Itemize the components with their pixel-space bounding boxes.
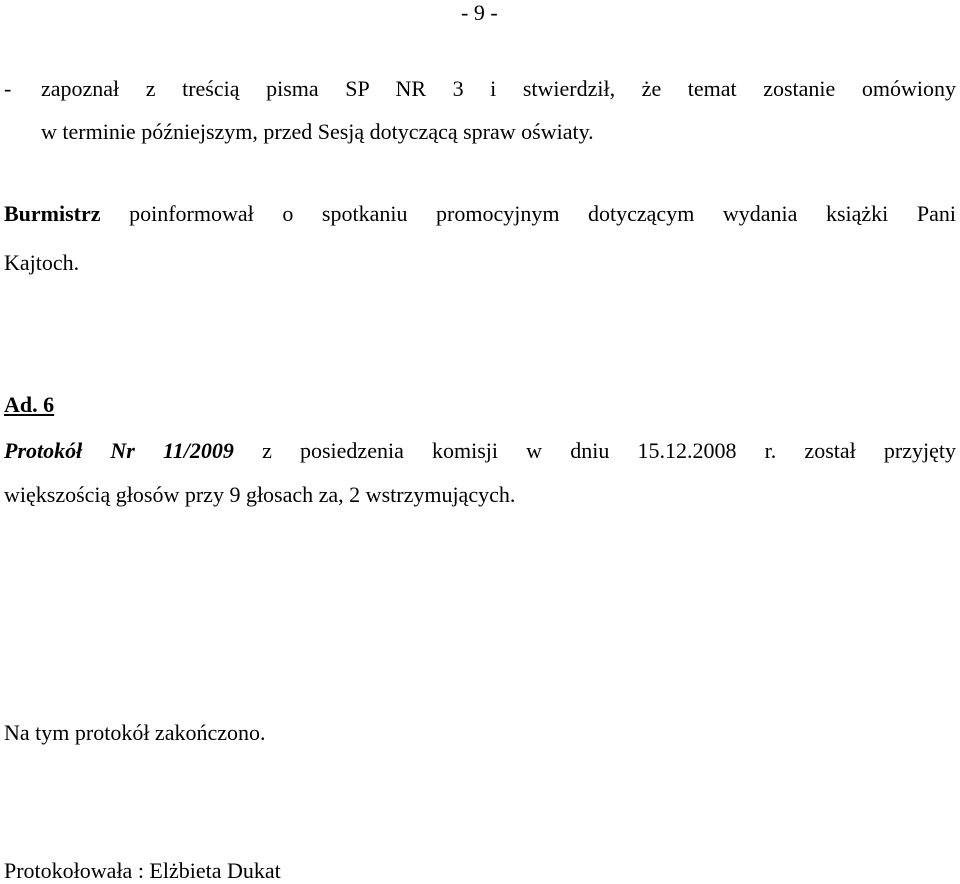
protocol-paragraph-line-2: większością głosów przy 9 głosach za, 2 wstrzymujących. bbox=[4, 482, 516, 507]
protocol-paragraph-line-1 bbox=[4, 438, 956, 464]
bullet-text-line-2: w terminie późniejszym, przed Sesją dotyczącą spraw oświaty. bbox=[41, 119, 594, 144]
closing-statement: Na tym protokół zakończono. bbox=[4, 720, 266, 745]
bullet-dash: - bbox=[4, 76, 12, 101]
bullet-text-line-1: zapoznał z treścią pisma SP NR 3 i stwierdził, że temat zostanie omówiony bbox=[41, 76, 956, 101]
protocol-line-1-text: z posiedzenia komisji w dniu 15.12.2008 r. został przyjęty bbox=[233, 438, 956, 463]
mayor-bold-lead: Burmistrz bbox=[4, 201, 101, 226]
signature: Protokołowała : Elżbieta Dukat bbox=[4, 858, 281, 883]
protocol-title: Protokół Nr 11/2009 bbox=[4, 438, 234, 463]
mayor-paragraph-line-2: Kajtoch. bbox=[4, 250, 80, 275]
mayor-paragraph-line-1 bbox=[4, 201, 956, 227]
agenda-heading: Ad. 6 bbox=[4, 392, 55, 417]
page-number: - 9 - bbox=[461, 0, 498, 25]
mayor-line-1-text: poinformował o spotkaniu promocyjnym dotyczącym wydania książki Pani bbox=[100, 201, 956, 226]
